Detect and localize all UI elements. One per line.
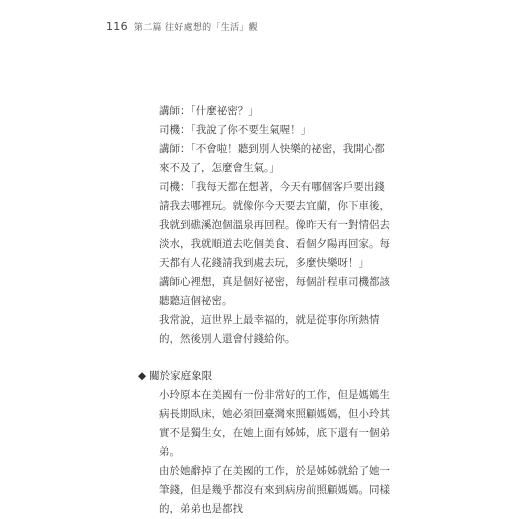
dialogue-line: 司機：「我說了你不要生氣喔！」 — [159, 124, 312, 136]
running-title: 第二篇 往好處想的「生活」觀 — [133, 23, 258, 33]
paragraph: 講師心裡想，真是個好祕密，每個計程車司機都該聽聽這個祕密。 — [159, 276, 390, 307]
dialogue-line: 司機：「我每天都在想著，今天有哪個客戶要出錢請我去哪裡玩。就像你今天要去宜蘭，你下車後，我就到礁溪泡個溫泉再回程。像昨天有一對情侶去淡水，我就順道去吃個美食、看個夕陽再回家。每天都有人花錢請我到處去玩，多麼快樂呀！」 — [159, 181, 390, 269]
paragraph: 小玲原本在美國有一份非常好的工作，但是媽媽生病長期臥床，她必須回臺灣來照顧媽媽，但小玲其實不是獨生女，在她上面有姊姊，底下還有一個弟弟。 — [159, 389, 390, 458]
running-header — [106, 20, 258, 33]
diamond-bullet-icon: ◆ — [138, 370, 147, 382]
page-number: 116 — [106, 20, 128, 33]
section-title: 關於家庭象限 — [149, 370, 213, 382]
section-heading — [138, 367, 394, 386]
paragraph: 我常說，這世界上最幸福的，就是從事你所熱情的，然後別人還會付錢給你。 — [159, 314, 380, 345]
dialogue-line: 講師：「不會啦！聽到別人快樂的祕密，我開心都來不及了，怎麼會生氣。」 — [159, 143, 385, 174]
dialogue-line: 講師：「什麼祕密？」 — [159, 105, 259, 117]
paragraph: 由於她辭掉了在美國的工作，於是姊姊就給了她一筆錢，但是幾乎都沒有來到病房前照顧媽媽。同樣的，弟弟也是都找 — [159, 465, 390, 515]
section-spacer — [138, 349, 394, 367]
page-body — [138, 102, 394, 519]
